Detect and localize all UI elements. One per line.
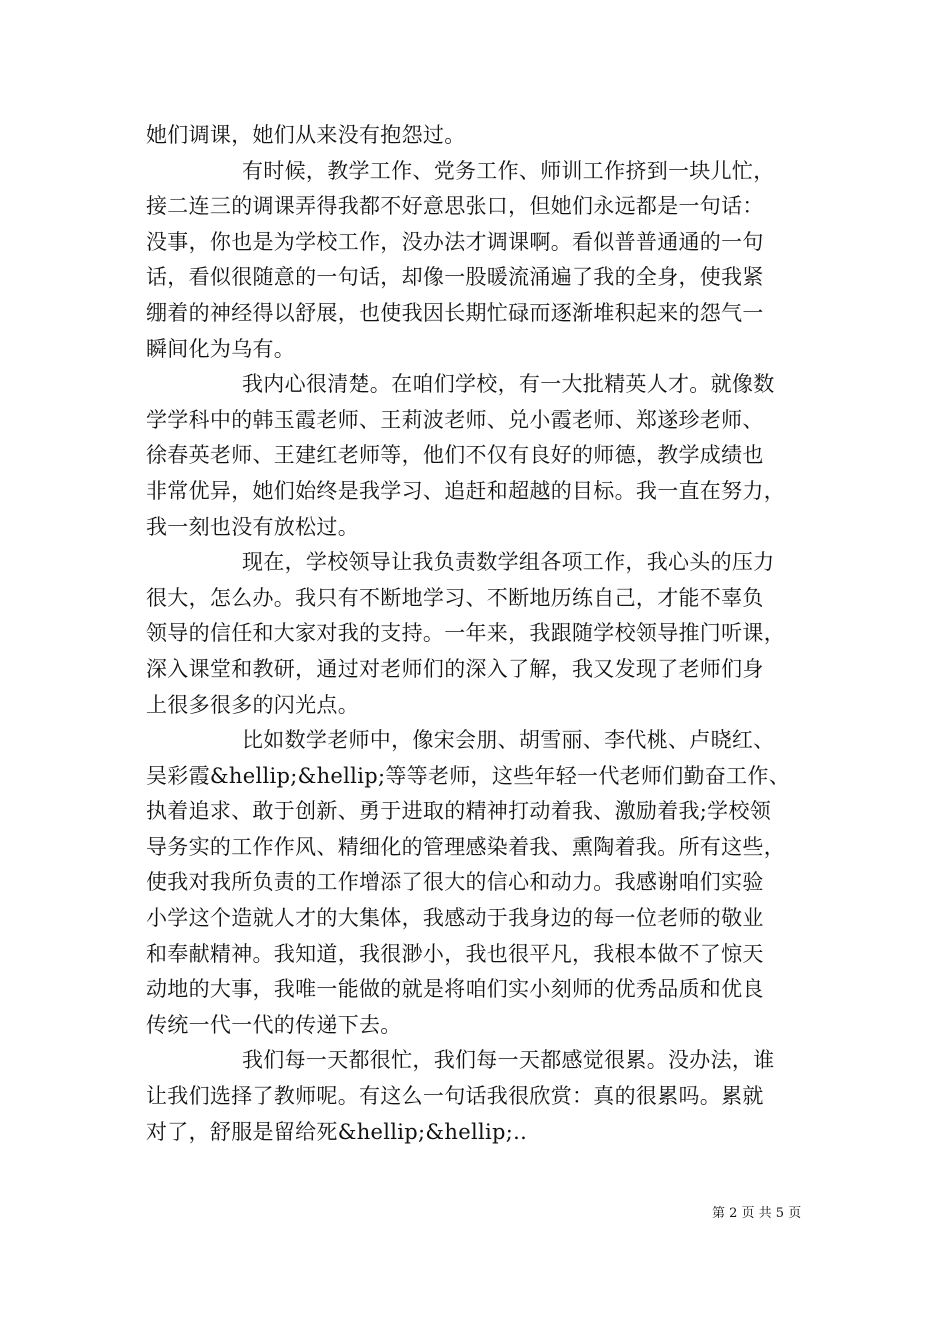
- text-line: 深入课堂和教研，通过对老师们的深入了解，我又发现了老师们身: [146, 656, 764, 681]
- text-line: 接二连三的调课弄得我都不好意思张口，但她们永远都是一句话：: [146, 194, 764, 219]
- text-line: 导务实的工作作风、精细化的管理感染着我、熏陶着我。所有这些，: [146, 834, 785, 859]
- text-line: 很大，怎么办。我只有不断地学习、不断地历练自己，才能不辜负: [146, 585, 764, 610]
- paragraph-start-line: 有时候，教学工作、党务工作、师训工作挤到一块儿忙，: [242, 158, 775, 183]
- text-line: 动地的大事，我唯一能做的就是将咱们实小刻师的优秀品质和优良: [146, 977, 764, 1002]
- text-line: 徐春英老师、王建红老师等，他们不仅有良好的师德，教学成绩也: [146, 443, 764, 468]
- paragraph-start-line: 比如数学老师中，像宋会朋、胡雪丽、李代桃、卢晓红、: [242, 728, 775, 753]
- body-text: [146, 118, 814, 1150]
- text-line: 吴彩霞&hellip;&hellip;等等老师，这些年轻一代老师们勤奋工作、: [146, 763, 791, 788]
- text-line: 对了，舒服是留给死&hellip;&hellip;..: [146, 1119, 528, 1144]
- text-line: 传统一代一代的传递下去。: [146, 1012, 402, 1037]
- text-line: 和奉献精神。我知道，我很渺小，我也很平凡，我根本做不了惊天: [146, 941, 764, 966]
- text-line: 我一刻也没有放松过。: [146, 514, 359, 539]
- text-line: 话，看似很随意的一句话，却像一股暖流涌遍了我的全身，使我紧: [146, 265, 764, 290]
- text-line: 学学科中的韩玉霞老师、王莉波老师、兑小霞老师、郑遂珍老师、: [146, 407, 764, 432]
- text-line: 她们调课，她们从来没有抱怨过。: [146, 123, 466, 147]
- text-line: 瞬间化为乌有。: [146, 336, 296, 361]
- text-line: 小学这个造就人才的大集体，我感动于我身边的每一位老师的敬业: [146, 906, 764, 931]
- text-line: 使我对我所负责的工作增添了很大的信心和动力。我感谢咱们实验: [146, 870, 764, 895]
- paragraph-start-line: 我们每一天都很忙，我们每一天都感觉很累。没办法，谁: [242, 1048, 775, 1073]
- text-line: 让我们选择了教师呢。有这么一句话我很欣赏：真的很累吗。累就: [146, 1084, 764, 1109]
- text-line: 没事，你也是为学校工作，没办法才调课啊。看似普普通通的一句: [146, 229, 764, 254]
- paragraph-start-line: 现在，学校领导让我负责数学组各项工作，我心头的压力: [242, 550, 775, 575]
- text-line: 执着追求、敢于创新、勇于进取的精神打动着我、激励着我;学校领: [146, 799, 772, 824]
- text-line: 绷着的神经得以舒展，也使我因长期忙碌而逐渐堆积起来的怨气一: [146, 300, 764, 325]
- text-line: 上很多很多的闪光点。: [146, 692, 359, 717]
- text-line: 领导的信任和大家对我的支持。一年来，我跟随学校领导推门听课，: [146, 621, 785, 646]
- paragraph-start-line: 我内心很清楚。在咱们学校，有一大批精英人才。就像数: [242, 372, 775, 397]
- page-number-footer: 第 2 页 共 5 页: [712, 1206, 802, 1221]
- text-line: 非常优异，她们始终是我学习、追赶和超越的目标。我一直在努力，: [146, 478, 785, 503]
